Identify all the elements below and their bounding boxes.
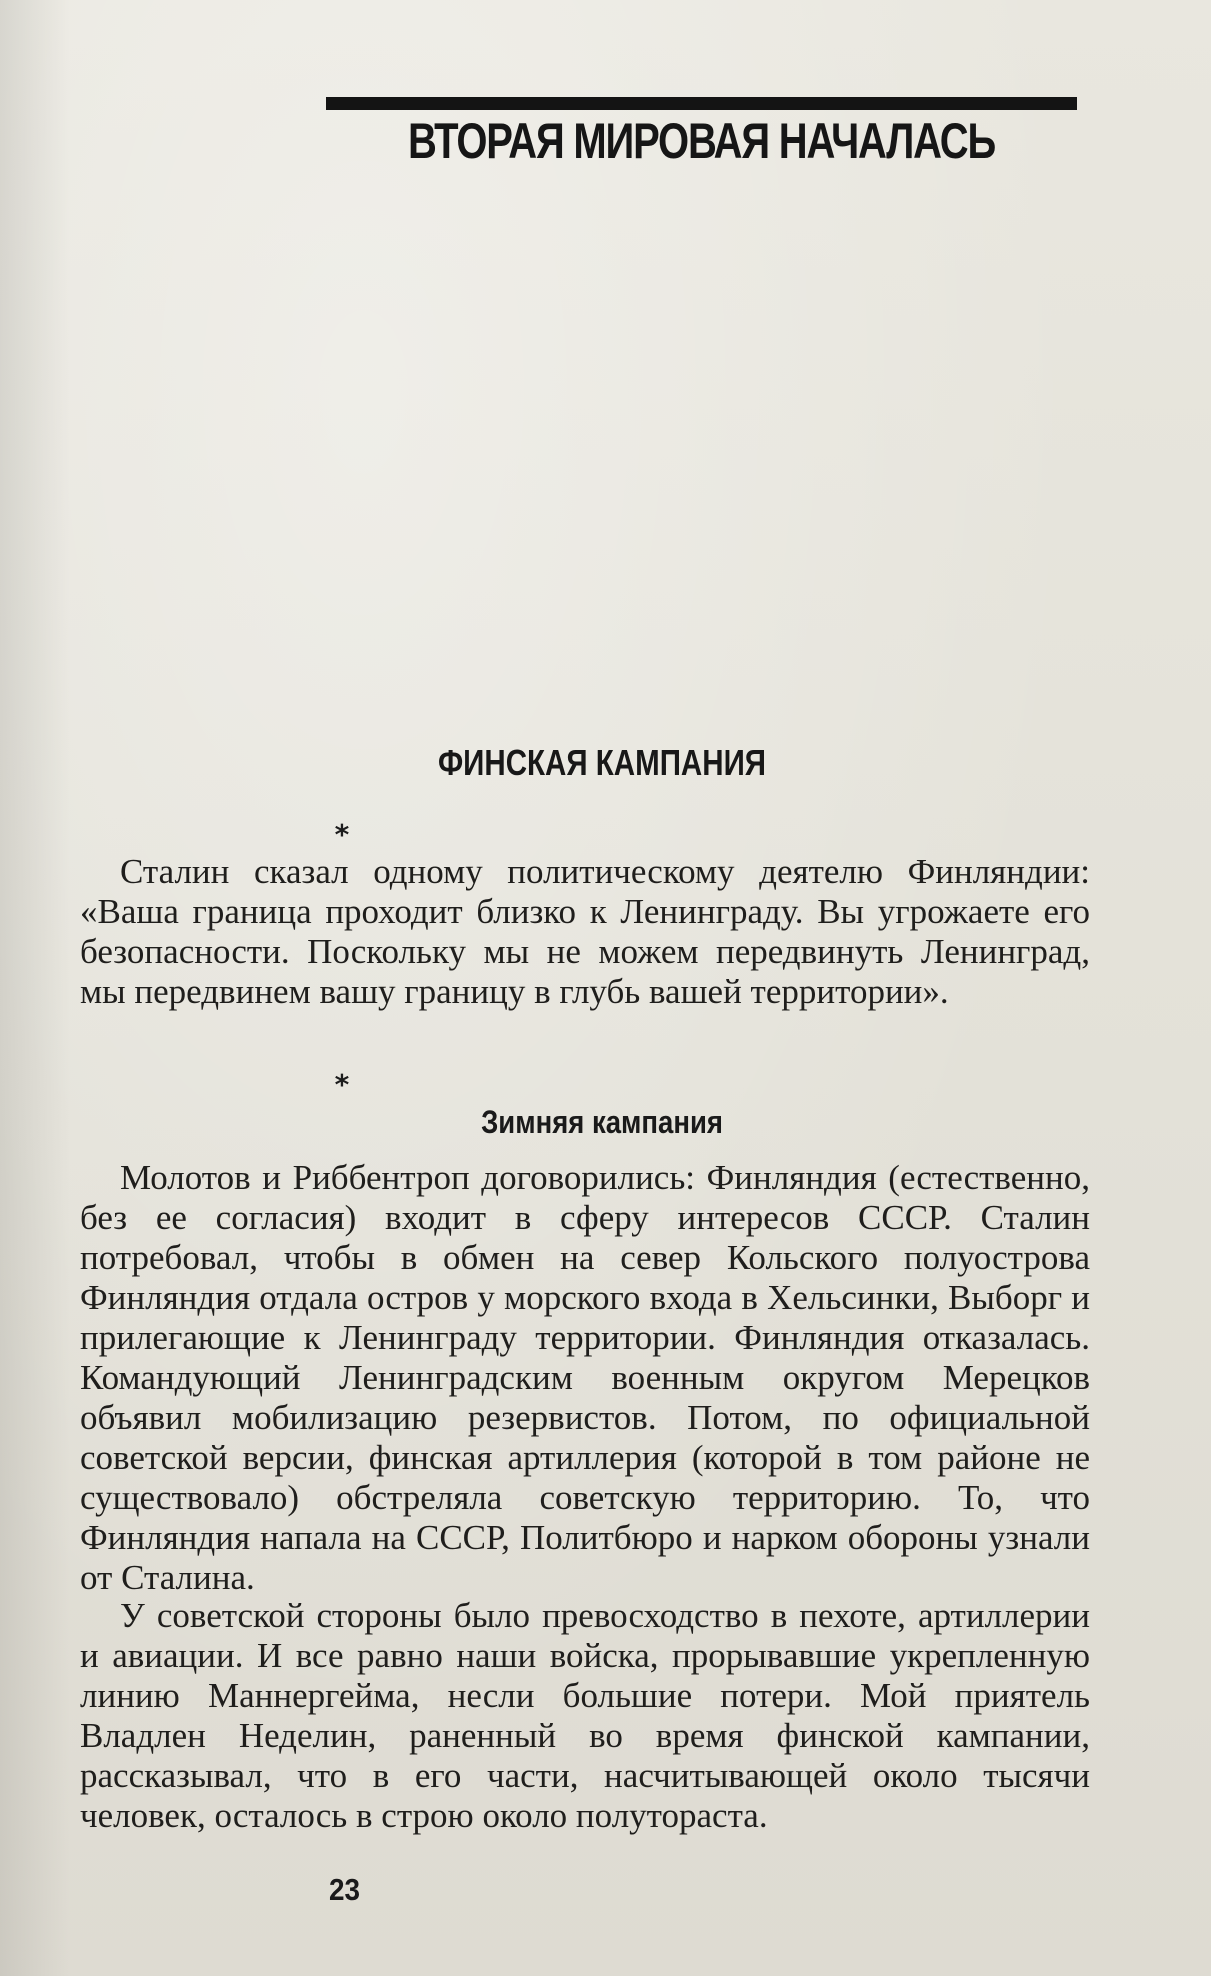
running-head: ВТОРАЯ МИРОВАЯ НАЧАЛАСЬ [407,113,995,169]
subheading-winter-campaign: Зимняя кампания [481,1104,723,1140]
paragraph-soviet-superiority: У советской стороны было превосходство в пехоте, артиллерии и авиации. И все равно наши войска, прорывавшие укрепленную линию Маннергейма, несли большие потери. Мой приятель Владлен Неделин, раненный во время финской кампании, рассказывал, что в его части, насчитывающей около тысячи человек, осталось в строю около полутораста. [80,1596,1090,1835]
paragraph-molotov-ribbentrop: Молотов и Риббентроп договорились: Финляндия (естественно, без ее согласия) входит в сферу интересов СССР. Сталин потребовал, чтобы в обмен на север Кольского полуострова Финляндия отдала остров у морского входа в Хельсинки, Выборг и прилегающие к Ленинграду территории. Финляндия отказалась. Командующий Ленинградским военным округом Мерецков объявил мобилизацию резервистов. Потом, по официальной советской версии, финская артиллерия (которой в том районе не существовало) обстреляла советскую территорию. То, что Финляндия напала на СССР, Политбюро и нарком обороны узнали от Сталина. [80,1158,1090,1597]
page-number: 23 [329,1872,361,1907]
header-rule [326,97,1077,110]
section-title: ФИНСКАЯ КАМПАНИЯ [437,742,767,783]
paragraph-stalin-quote: Сталин сказал одному политическому деятелю Финляндии: «Ваша граница проходит близко к Ленинграду. Вы угрожаете его безопасности. Поскольку мы не можем передвинуть Ленинград, мы передвинем вашу границу в глубь вашей территории». [80,852,1090,1011]
separator-star: * [334,818,350,851]
separator-star: * [334,1068,350,1101]
